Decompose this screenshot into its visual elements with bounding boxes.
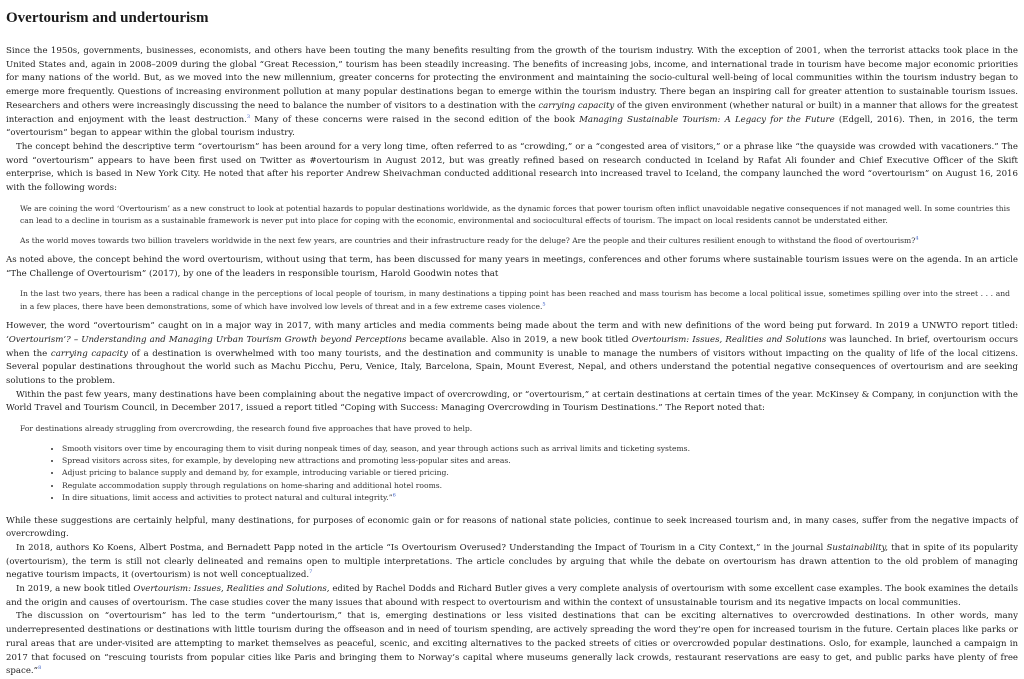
- list-item: • In dire situations, limit access and activities to protect natural and cultural integrity.”$^6$: [62, 492, 1018, 504]
- blockquote-skift: We are coining the word ‘Overtourism’ as a new construct to look at potential hazards to popular destinations worldwide, as the dynamic forces that power tourism often inflict unavoidable negative consequences if not managed well. In some countries this can lead to a decline in tourism as a sustainable framework is never put into place for coping with the economic, environmental and sociocultural effects of tourism. The impact on local residents cannot be understated either.: [20, 203, 1010, 226]
- blockquote-skift-2: As the world moves towards two billion travelers worldwide in the next few years, are countries and their infrastructure ready for the deluge? Are the people and their cultures resilient enough to withstand the flood of overtourism?$^4$: [20, 235, 919, 245]
- blockquote-goodwin: In the last two years, there has been a radical change in the perceptions of local people of tourism, in many destinations a tipping point has been reached and mass tourism has become a local political issue, sometimes spilling over into the street . . . and in a few places, there have been demonstrations, some of which have involved low levels of threat and in a few extreme cases violence.$^5$: [20, 289, 1010, 311]
- paragraph-2017: However, the word “overtourism” caught on in a major way in 2017, with many articles and media comments being made about the term and with new definitions of the word being put forward. In 2019 a UNWTO report titled: ‘Overtourism’? – Understanding and Managing Urban Tourism Growth beyond Perceptions became available. Also in 2019, a new book titled Overtourism: Issues, Realities and Solutions was launched. In brief, overtourism occurs when the carrying capacity of a destination is overwhelmed with too many tourists, and the destination and community is unable to manage the numbers of visitors without impacting on the quality of life of the local citizens. Several popular destinations throughout the world such as Machu Picchu, Peru, Venice, Italy, Barcelona, Spain, Mount Everest, Nepal, and others understand the potential negative consequences of overtourism and are seeking solutions to the problem.: [6, 321, 1019, 386]
- paragraph-koens: In 2018, authors Ko Koens, Albert Postma, and Bernadett Papp noted in the article “Is Overtourism Overused? Understanding the Impact of Tourism in a City Context,” in the journal Sustainability, that in spite of its popularity (overtourism), the term is still not clearly delineated and remains open to multiple interpretations. The article concludes by arguing that while the debate on overtourism has drawn attention to the old problem of managing negative tourism impacts, it (overtourism) is not well conceptualized.$^7$: [6, 542, 1019, 581]
- footnote-link-4[interactable]: 4: [915, 235, 919, 242]
- paragraph-dodds-butler: In 2019, a new book titled Overtourism: Issues, Realities and Solutions, edited by Rachel Dodds and Richard Butler gives a very complete analysis of overtourism with some excellent case examples. The book examines the details and the origin and causes of overtourism. The case studies cover the many issues that abound with respect to overtourism and within the context of unsustainable tourism and its negative impacts on local communities.: [6, 584, 1019, 608]
- footnote-link-6[interactable]: 6: [392, 492, 396, 499]
- paragraph-intro: Since the 1950s, governments, businesses, economists, and others have been touting the many benefits resulting from the growth of the tourism industry. With the exception of 2001, when the terrorist attacks took place in the United States and, again in 2008–2009 during the global “Great Recession,” tourism has been steadily increasing. The benefits of increasing jobs, income, and international trade in tourism have become major economic priorities for many nations of the world. But, as we moved into the new millennium, greater concerns for protecting the environment and maintaining the socio-cultural well-being of local communities within the tourism industry began to emerge more frequently. Questions of increasing environment pollution at many popular destinations began to emerge within the tourism industry. There began an inspiring call for greater attention to sustainable tourism issues. Researchers and others were increasingly discussing the need to balance the number of visitors to a destination with the carrying capacity of the given environment (whether natural or built) in a manner that allows for the greatest interaction and enjoyment with the least destruction.$^3$ Many of these concerns were raised in the second edition of the book Managing Sustainable Tourism: A Legacy for the Future (Edgell, 2016). Then, in 2016, the term “overtourism” began to appear within the global tourism industry.: [6, 46, 1019, 139]
- paragraph-mckinsey: Within the past few years, many destinations have been complaining about the negative impact of overcrowding, or “overtourism,” at certain destinations at certain times of the year. McKinsey & Company, in conjunction with the World Travel and Tourism Council, in December 2017, issued a report titled “Coping with Success: Managing Overcrowding in Tourism Destinations.” The Report noted that:: [6, 389, 1018, 414]
- footnote-link-3[interactable]: 3: [246, 113, 251, 120]
- footnote-link-5[interactable]: 5: [542, 301, 546, 308]
- blockquote-mckinsey: For destinations already struggling from overcrowding, the research found five approaches that have proved to help.: [20, 424, 473, 434]
- paragraph-concept: The concept behind the descriptive term “overtourism” has been around for a very long time, often referred to as “crowding,” or a “congested area of visitors,” or a phrase like “the quayside was crowded with vacationers.” The word “overtourism” appears to have been first used on Twitter as #overtourism in August 2012, but was greatly refined based on research conducted in Iceland by Rafat Ali founder and Chief Executive Officer of the Skift enterprise, which is based in New York City. He noted that after his reporter Andrew Sheivachman conducted additional research into increased travel to Iceland, the company launched the word “overtourism” on August 16, 2016 with the following words:: [6, 141, 1018, 194]
- list-item: • Smooth visitors over time by encouraging them to visit during nonpeak times of day, season, and year through actions such as arrival limits and ticketing systems.: [62, 443, 1018, 455]
- list-item: • Adjust pricing to balance supply and demand by, for example, introducing variable or tiered pricing.: [62, 467, 1018, 479]
- list-item: • Regulate accommodation supply through regulations on home-sharing and additional hotel rooms.: [62, 480, 1018, 492]
- page-title: Overtourism and undertourism: [6, 10, 209, 26]
- paragraph-goodwin: As noted above, the concept behind the word overtourism, without using that term, has been discussed for many years in meetings, conferences and other forums where sustainable tourism issues were on the agenda. In an article “The Challenge of Overtourism” (2017), by one of the leaders in responsible tourism, Harold Goodwin notes that: [6, 254, 1018, 279]
- footnote-link-8[interactable]: 8: [38, 665, 42, 672]
- paragraph-suggestions: While these suggestions are certainly helpful, many destinations, for purposes of economic gain or for reasons of national state policies, continue to seek increased tourism and, in many cases, suffer from the negative impacts of overcrowding.: [6, 515, 1018, 540]
- list-item: • Spread visitors across sites, for example, by developing new attractions and promoting less-popular sites and areas.: [62, 455, 1018, 467]
- paragraph-undertourism: The discussion on “overtourism” has led to the term “undertourism,” that is, emerging destinations or less visited destinations that can be exciting alternatives to overcrowded destinations. In other words, many underrepresented destinations or destinations with little tourism during the offseason and in need of tourism spending, are actively spreading the word they’re open for increased tourism in the future. Certain places like parks or rural areas that are under-visited are attempting to market themselves as peaceful, scenic, and exciting alternatives to the packed streets of cities or overcrowded popular destinations. Oslo, for example, launched a campaign in 2017 that focused on “rescuing tourists from popular cities like Paris and bringing them to Norway’s capital where museums generally lack crowds, restaurant reservations are easy to get, and public parks have plenty of free space.”$^8$: [6, 611, 1018, 677]
- footnote-link-7[interactable]: 7: [309, 569, 313, 576]
- approaches-list: [6, 443, 1018, 505]
